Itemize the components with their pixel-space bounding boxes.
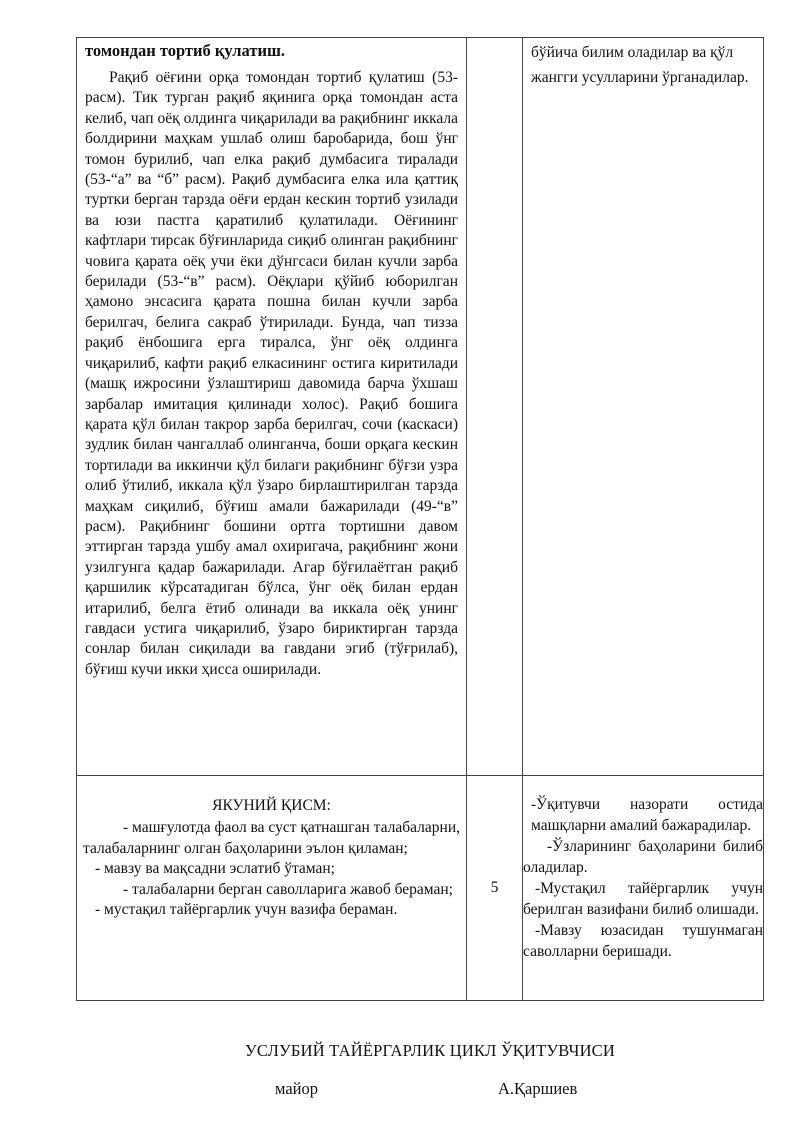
lesson-plan-table — [76, 37, 764, 1001]
final-item-4: - мустақил тайёргарлик учун вазифа бераман. — [95, 901, 398, 919]
technique-description: Рақиб оёғини орқа томондан тортиб қулатиш (53-расм). Тик турган рақиб яқинига орқа томондан аста келиб, чап оёқ олдинга чиқарилади ва рақибнинг иккала болдирини маҳкам ушлаб олиш баробарида, бош ўнг томон бурилиб, чап елка рақиб думбасига тиралади (53-“а” ва “б” расм). Рақиб думбасига елка ила қаттиқ туртки берган тарзда оёғи ердан кескин тортиб узилади ва юзи пастга қаратилиб қулатилади. Оёғининг кафтлари тирсак бўғинларида сиқиб олинган рақибнинг човига қарата оёқ учи ёки дўнгсаси билан кучли зарба берилади (53-“в” расм). Оёқлари қўйиб юборилган ҳамоно энсасига қарата пошна билан кучли зарба берилгач, белига сакраб ўтирилади. Бунда, чап тизза рақиб ёнбошига ерга тиралса, ўнг оёқ олдинга чиқарилиб, кафти рақиб елкасининг остига киритилади (машқ ижросини ўзлаштириш давомида барча ўхшаш зарбалар имитация қилинади холос). Рақиб бошига қарата қўл билан такрор зарба берилгач, сочи (каскаси) зудлик билан чангаллаб олинганча, боши орқага кескин тортилади ва иккинчи қўл билаги рақибнинг бўғзи узра олиб ўтилиб, иккала қўл ўзаро бирлаштирилган тарзда маҳкам сиқилиб, бўғиш амали бажарилади (49-“в” расм). Рақибнинг бошини ортга тортишни давом эттирган тарзда ушбу амал охиригача, рақибнинг жони узилгунга қадар бажарилади. Агар бўғилаётган рақиб қаршилик кўрсатадиган бўлса, ўнг оёқ билан ердан итарилиб, белга ётиб олинади ва иккала оёқ унинг гавдаси устига чиқарилиб, ўзаро бириктирган тарзда сонлар билан сиқилади ва гавдани эгиб (тўғрилаб), бўғиш кучи икки ҳисса оширилади. — [85, 69, 458, 678]
final-item-1: - машғулотда фаол ва суст қатнашган талабаларни, талабаларнинг олган баҳоларини эълон қиламан; — [83, 819, 460, 857]
content-cell — [77, 38, 467, 776]
final-part-title: ЯКУНИЙ ҚИСМ: — [212, 797, 331, 814]
final-part-cell — [77, 776, 467, 1001]
final-item-3: - талабаларни берган саволларига жавоб бераман; — [123, 880, 453, 898]
table-row — [77, 776, 764, 1001]
signature-name: А.Қаршиев — [498, 1079, 578, 1098]
table-row — [77, 38, 764, 776]
time-cell — [467, 776, 523, 1001]
signature-rank: майор — [275, 1079, 318, 1098]
time-minutes: 5 — [490, 879, 499, 896]
student-activity-text: бўйича билим оладилар ва қўл жангги усулларини ўрганадилар. — [531, 44, 749, 86]
section-heading: томондан тортиб қулатиш. — [85, 41, 286, 60]
student-action-3: -Мустақил тайёргарлик учун берилган вазифани билиб олишади. — [523, 880, 763, 918]
final-item-2: - мавзу ва мақсадни эслатиб ўтаман; — [95, 860, 335, 878]
student-action-4: -Мавзу юзасидан тушунмаган саволларни беришади. — [523, 922, 763, 960]
signature-title: УСЛУБИЙ ТАЙЁРГАРЛИК ЦИКЛ ЎҚИТУВЧИСИ — [244, 1041, 616, 1060]
student-activity-cell — [523, 776, 764, 1001]
time-cell — [467, 38, 523, 776]
student-activity-cell — [523, 38, 764, 776]
student-action-2: -Ўзларининг баҳоларини билиб оладилар. — [523, 838, 763, 876]
student-action-1: -Ўқитувчи назорати остида машқларни амалий бажарадилар. — [531, 796, 763, 834]
